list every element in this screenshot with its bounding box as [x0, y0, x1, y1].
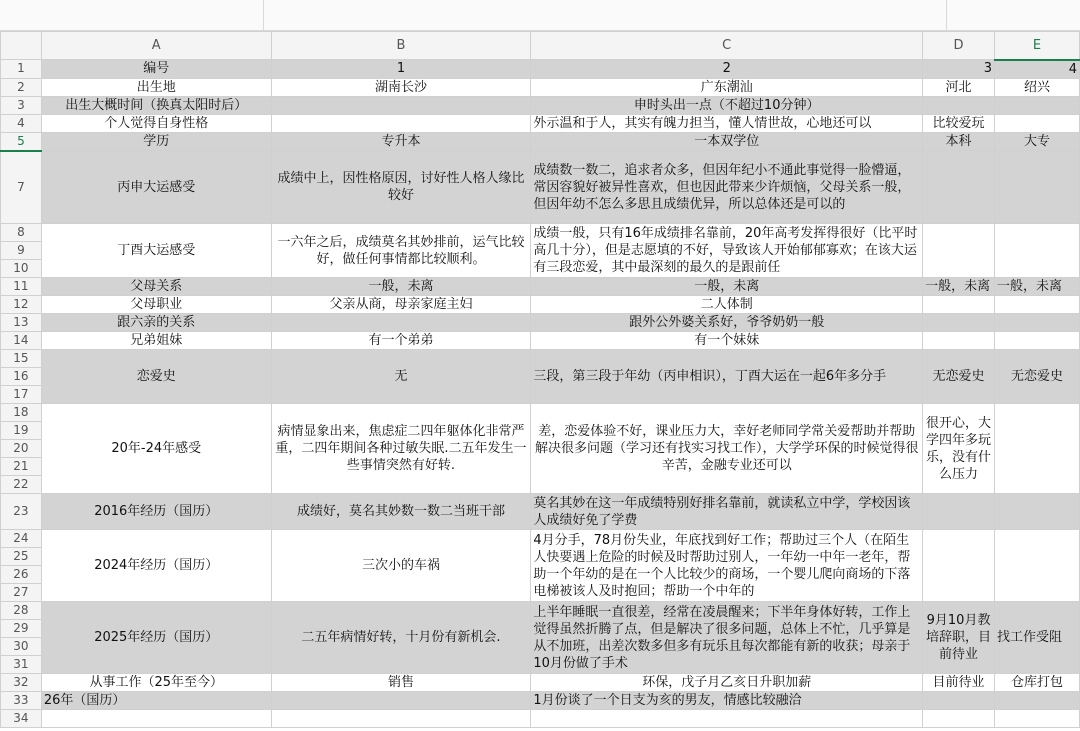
- cell[interactable]: [923, 332, 995, 350]
- cell[interactable]: 个人觉得自身性格: [41, 114, 271, 132]
- cell[interactable]: 有一个弟弟: [271, 332, 531, 350]
- row-header[interactable]: 14: [1, 332, 42, 350]
- cell[interactable]: 莫名其妙在这一年成绩特别好排名靠前，就读私立中学，学校因该人成绩好免了学费: [531, 494, 923, 530]
- cell[interactable]: [995, 224, 1080, 278]
- row-header[interactable]: 10: [1, 260, 42, 278]
- cell[interactable]: 湖南长沙: [271, 78, 531, 96]
- row-header[interactable]: 11: [1, 278, 42, 296]
- row-header[interactable]: 1: [1, 60, 42, 79]
- cell[interactable]: 本科: [923, 132, 995, 151]
- cell[interactable]: [995, 296, 1080, 314]
- table-row: [1, 332, 1080, 350]
- cell[interactable]: 一般，未离: [995, 278, 1080, 296]
- cell[interactable]: [923, 96, 995, 114]
- cell[interactable]: 环保，戊子月乙亥日升职加薪: [531, 674, 923, 692]
- cell[interactable]: 无恋爱史: [923, 350, 995, 404]
- cell[interactable]: 成绩好，莫名其妙数一数二当班干部: [271, 494, 531, 530]
- cell[interactable]: [531, 530, 923, 602]
- cell[interactable]: [995, 530, 1080, 602]
- column-header-c[interactable]: C: [531, 32, 923, 60]
- row-header[interactable]: 34: [1, 710, 42, 728]
- cell[interactable]: 2024年经历（国历）: [41, 530, 271, 602]
- cell[interactable]: 三段，第三段于年幼（丙申相识），丁酉大运在一起6年多分手: [531, 350, 923, 404]
- cell[interactable]: 二五年病情好转，十月份有新机会.: [271, 602, 531, 674]
- cell[interactable]: 一六年之后，成绩莫名其妙排前，运气比较好，做任何事情都比较顺利。: [271, 224, 531, 278]
- cell[interactable]: [923, 224, 995, 278]
- cell[interactable]: 2025年经历（国历）: [41, 602, 271, 674]
- row-header[interactable]: 18: [1, 404, 42, 422]
- cell[interactable]: 比较爱玩: [923, 114, 995, 132]
- cell[interactable]: 很开心，大学四年多玩乐，没有什么压力: [923, 404, 995, 494]
- row-header[interactable]: 20: [1, 440, 42, 458]
- row-header[interactable]: 8: [1, 224, 42, 242]
- cell[interactable]: 仓库打包: [995, 674, 1080, 692]
- cell[interactable]: 一本双学位: [531, 132, 923, 151]
- cell[interactable]: 成绩中上，因性格原因，讨好性人格人缘比较好: [271, 151, 531, 224]
- cell[interactable]: [41, 710, 271, 728]
- cell[interactable]: 无: [271, 350, 531, 404]
- row-header[interactable]: 2: [1, 78, 42, 96]
- cell[interactable]: [923, 314, 995, 332]
- cell[interactable]: 出生大概时间（换真太阳时后）: [41, 96, 271, 114]
- column-header-e[interactable]: E: [995, 32, 1080, 60]
- cell[interactable]: 2: [531, 60, 923, 79]
- formula-input[interactable]: [264, 0, 947, 30]
- column-header-b[interactable]: B: [271, 32, 531, 60]
- cell[interactable]: [271, 692, 531, 710]
- row-header[interactable]: 19: [1, 422, 42, 440]
- cell[interactable]: [271, 114, 531, 132]
- table-row: [1, 314, 1080, 332]
- row-header[interactable]: 21: [1, 458, 42, 476]
- cell[interactable]: 一般，未离: [923, 278, 995, 296]
- table-row: [1, 224, 1080, 242]
- cell[interactable]: 目前待业: [923, 674, 995, 692]
- row-header[interactable]: 31: [1, 656, 42, 674]
- table-row: [1, 602, 1080, 620]
- table-row: [1, 96, 1080, 114]
- column-header-d[interactable]: D: [923, 32, 995, 60]
- cell[interactable]: 26年（国历）: [41, 692, 271, 710]
- cell[interactable]: [531, 602, 923, 674]
- row-header[interactable]: 17: [1, 386, 42, 404]
- row-header[interactable]: 16: [1, 368, 42, 386]
- table-row: [1, 60, 1080, 79]
- cell[interactable]: 丁酉大运感受: [41, 224, 271, 278]
- cell[interactable]: 专升本: [271, 132, 531, 151]
- row-header[interactable]: 26: [1, 566, 42, 584]
- table-row: [1, 151, 1080, 224]
- row-header[interactable]: 24: [1, 530, 42, 548]
- cell[interactable]: [271, 710, 531, 728]
- cell[interactable]: 病情显象出来，焦虑症二四年躯体化非常严重，二四年期间各种过敏失眠.二五年发生一些事情突然有好转.: [271, 404, 531, 494]
- row-header[interactable]: 15: [1, 350, 42, 368]
- row-header[interactable]: 4: [1, 114, 42, 132]
- cell[interactable]: 兄弟姐妹: [41, 332, 271, 350]
- cell[interactable]: [995, 404, 1080, 494]
- cell[interactable]: [995, 314, 1080, 332]
- name-box[interactable]: [0, 0, 264, 30]
- cell-text: 成绩一般，只有16年成绩排名靠前，20年高考发挥得很好（比平时高几十分），但是志愿填的不好，导致该人开始郁郁寡欢；在该大运有三段恋爱，其中最深刻的最久的是跟前任: [533, 226, 918, 275]
- table-row: [1, 114, 1080, 132]
- row-header[interactable]: 5: [1, 132, 42, 151]
- cell[interactable]: 2016年经历（国历）: [41, 494, 271, 530]
- cell[interactable]: 跟外公外婆关系好，爷爷奶奶一般: [531, 314, 923, 332]
- table-row: [1, 710, 1080, 728]
- row-header[interactable]: 13: [1, 314, 42, 332]
- spreadsheet-grid[interactable]: [0, 31, 1080, 728]
- cell[interactable]: 1月份谈了一个日支为亥的男友，情感比较融洽: [531, 692, 923, 710]
- cell[interactable]: 编号: [41, 60, 271, 79]
- row-header[interactable]: 23: [1, 494, 42, 530]
- cell[interactable]: 从事工作（25年至今）: [41, 674, 271, 692]
- cell[interactable]: 一般，未离: [531, 278, 923, 296]
- cell[interactable]: 出生地: [41, 78, 271, 96]
- column-header-a[interactable]: A: [41, 32, 271, 60]
- table-row: [1, 674, 1080, 692]
- cell[interactable]: 学历: [41, 132, 271, 151]
- cell[interactable]: 9月10月教培辞职，目前待业: [923, 602, 995, 674]
- cell[interactable]: [995, 96, 1080, 114]
- row-header[interactable]: 12: [1, 296, 42, 314]
- cell[interactable]: [923, 494, 995, 530]
- select-all-corner[interactable]: [1, 32, 42, 60]
- cell[interactable]: 3: [923, 60, 995, 79]
- cell[interactable]: [923, 151, 995, 224]
- row-header[interactable]: 3: [1, 96, 42, 114]
- table-row: [1, 350, 1080, 368]
- cell[interactable]: [995, 710, 1080, 728]
- cell[interactable]: 三次小的车祸: [271, 530, 531, 602]
- cell[interactable]: 1: [271, 60, 531, 79]
- cell[interactable]: [531, 224, 923, 278]
- cell[interactable]: 河北: [923, 78, 995, 96]
- cell[interactable]: 大专: [995, 132, 1080, 151]
- row-header[interactable]: 32: [1, 674, 42, 692]
- cell[interactable]: 父母关系: [41, 278, 271, 296]
- cell[interactable]: [271, 96, 531, 114]
- cell[interactable]: 父母职业: [41, 296, 271, 314]
- table-row: [1, 132, 1080, 151]
- cell[interactable]: 有一个妹妹: [531, 332, 923, 350]
- table-row: [1, 296, 1080, 314]
- cell[interactable]: [271, 314, 531, 332]
- row-header[interactable]: 33: [1, 692, 42, 710]
- row-header[interactable]: 30: [1, 638, 42, 656]
- row-header[interactable]: 22: [1, 476, 42, 494]
- cell[interactable]: 绍兴: [995, 78, 1080, 96]
- cell[interactable]: 申时头出一点（不超过10分钟）: [531, 96, 923, 114]
- cell[interactable]: 20年-24年感受: [41, 404, 271, 494]
- cell[interactable]: 销售: [271, 674, 531, 692]
- cell[interactable]: [995, 151, 1080, 224]
- row-header[interactable]: 29: [1, 620, 42, 638]
- cell[interactable]: 恋爱史: [41, 350, 271, 404]
- cell-text: 4月分手，78月份失业，年底找到好工作；帮助过三个人（在陌生人快要遇上危险的时候及时帮助过别人，一年幼一中年一老年，帮助一个年幼的是在一个人比较少的商场，一个婴儿爬向商场的下落电梯被该人及时抱回；帮助一个中年的: [533, 532, 911, 599]
- cell[interactable]: 无恋爱史: [995, 350, 1080, 404]
- row-header[interactable]: 27: [1, 584, 42, 602]
- cell[interactable]: [531, 710, 923, 728]
- cell[interactable]: 找工作受阻: [995, 602, 1080, 674]
- cell[interactable]: 广东潮汕: [531, 78, 923, 96]
- cell[interactable]: 成绩数一数二，追求者众多，但因年纪小不通此事觉得一脸懵逼，常因容貌好被异性喜欢，但也因此带来少许烦恼，父母关系一般，但因年幼不怎么多思且成绩优异，所以总体还是可以的: [531, 151, 923, 224]
- cell[interactable]: 外示温和于人，其实有魄力担当，懂人情世故，心地还可以: [531, 114, 923, 132]
- row-header[interactable]: 25: [1, 548, 42, 566]
- cell[interactable]: [923, 710, 995, 728]
- cell[interactable]: 二人体制: [531, 296, 923, 314]
- cell[interactable]: [923, 692, 995, 710]
- cell[interactable]: [995, 114, 1080, 132]
- table-row: [1, 78, 1080, 96]
- row-header[interactable]: 9: [1, 242, 42, 260]
- table-row: [1, 404, 1080, 422]
- cell[interactable]: [995, 494, 1080, 530]
- cell[interactable]: [995, 332, 1080, 350]
- row-header[interactable]: 7: [1, 151, 42, 224]
- table-row: [1, 692, 1080, 710]
- cell[interactable]: [923, 296, 995, 314]
- cell[interactable]: 4: [995, 60, 1080, 79]
- cell[interactable]: 跟六亲的关系: [41, 314, 271, 332]
- cell[interactable]: [923, 530, 995, 602]
- row-header[interactable]: 28: [1, 602, 42, 620]
- cell[interactable]: 丙申大运感受: [41, 151, 271, 224]
- table-row: [1, 530, 1080, 548]
- cell[interactable]: [995, 692, 1080, 710]
- table-row: [1, 494, 1080, 530]
- cell[interactable]: 差，恋爱体验不好，课业压力大，幸好老师同学常关爱帮助并帮助解决很多问题（学习还有找实习找工作），大学学环保的时候觉得很辛苦，金融专业还可以: [531, 404, 923, 494]
- table-row: [1, 278, 1080, 296]
- cell-text: 上半年睡眠一直很差，经常在凌晨醒来；下半年身体好转，工作上觉得虽然折腾了点，但是解决了很多问题，总体上不忙，几乎算是从不加班，出差次数多但多有玩乐且每次都能有新的收获；母亲于10月份做了手术: [533, 604, 911, 671]
- cell[interactable]: 一般，未离: [271, 278, 531, 296]
- cell[interactable]: 父亲从商，母亲家庭主妇: [271, 296, 531, 314]
- formula-bar[interactable]: [0, 0, 1080, 31]
